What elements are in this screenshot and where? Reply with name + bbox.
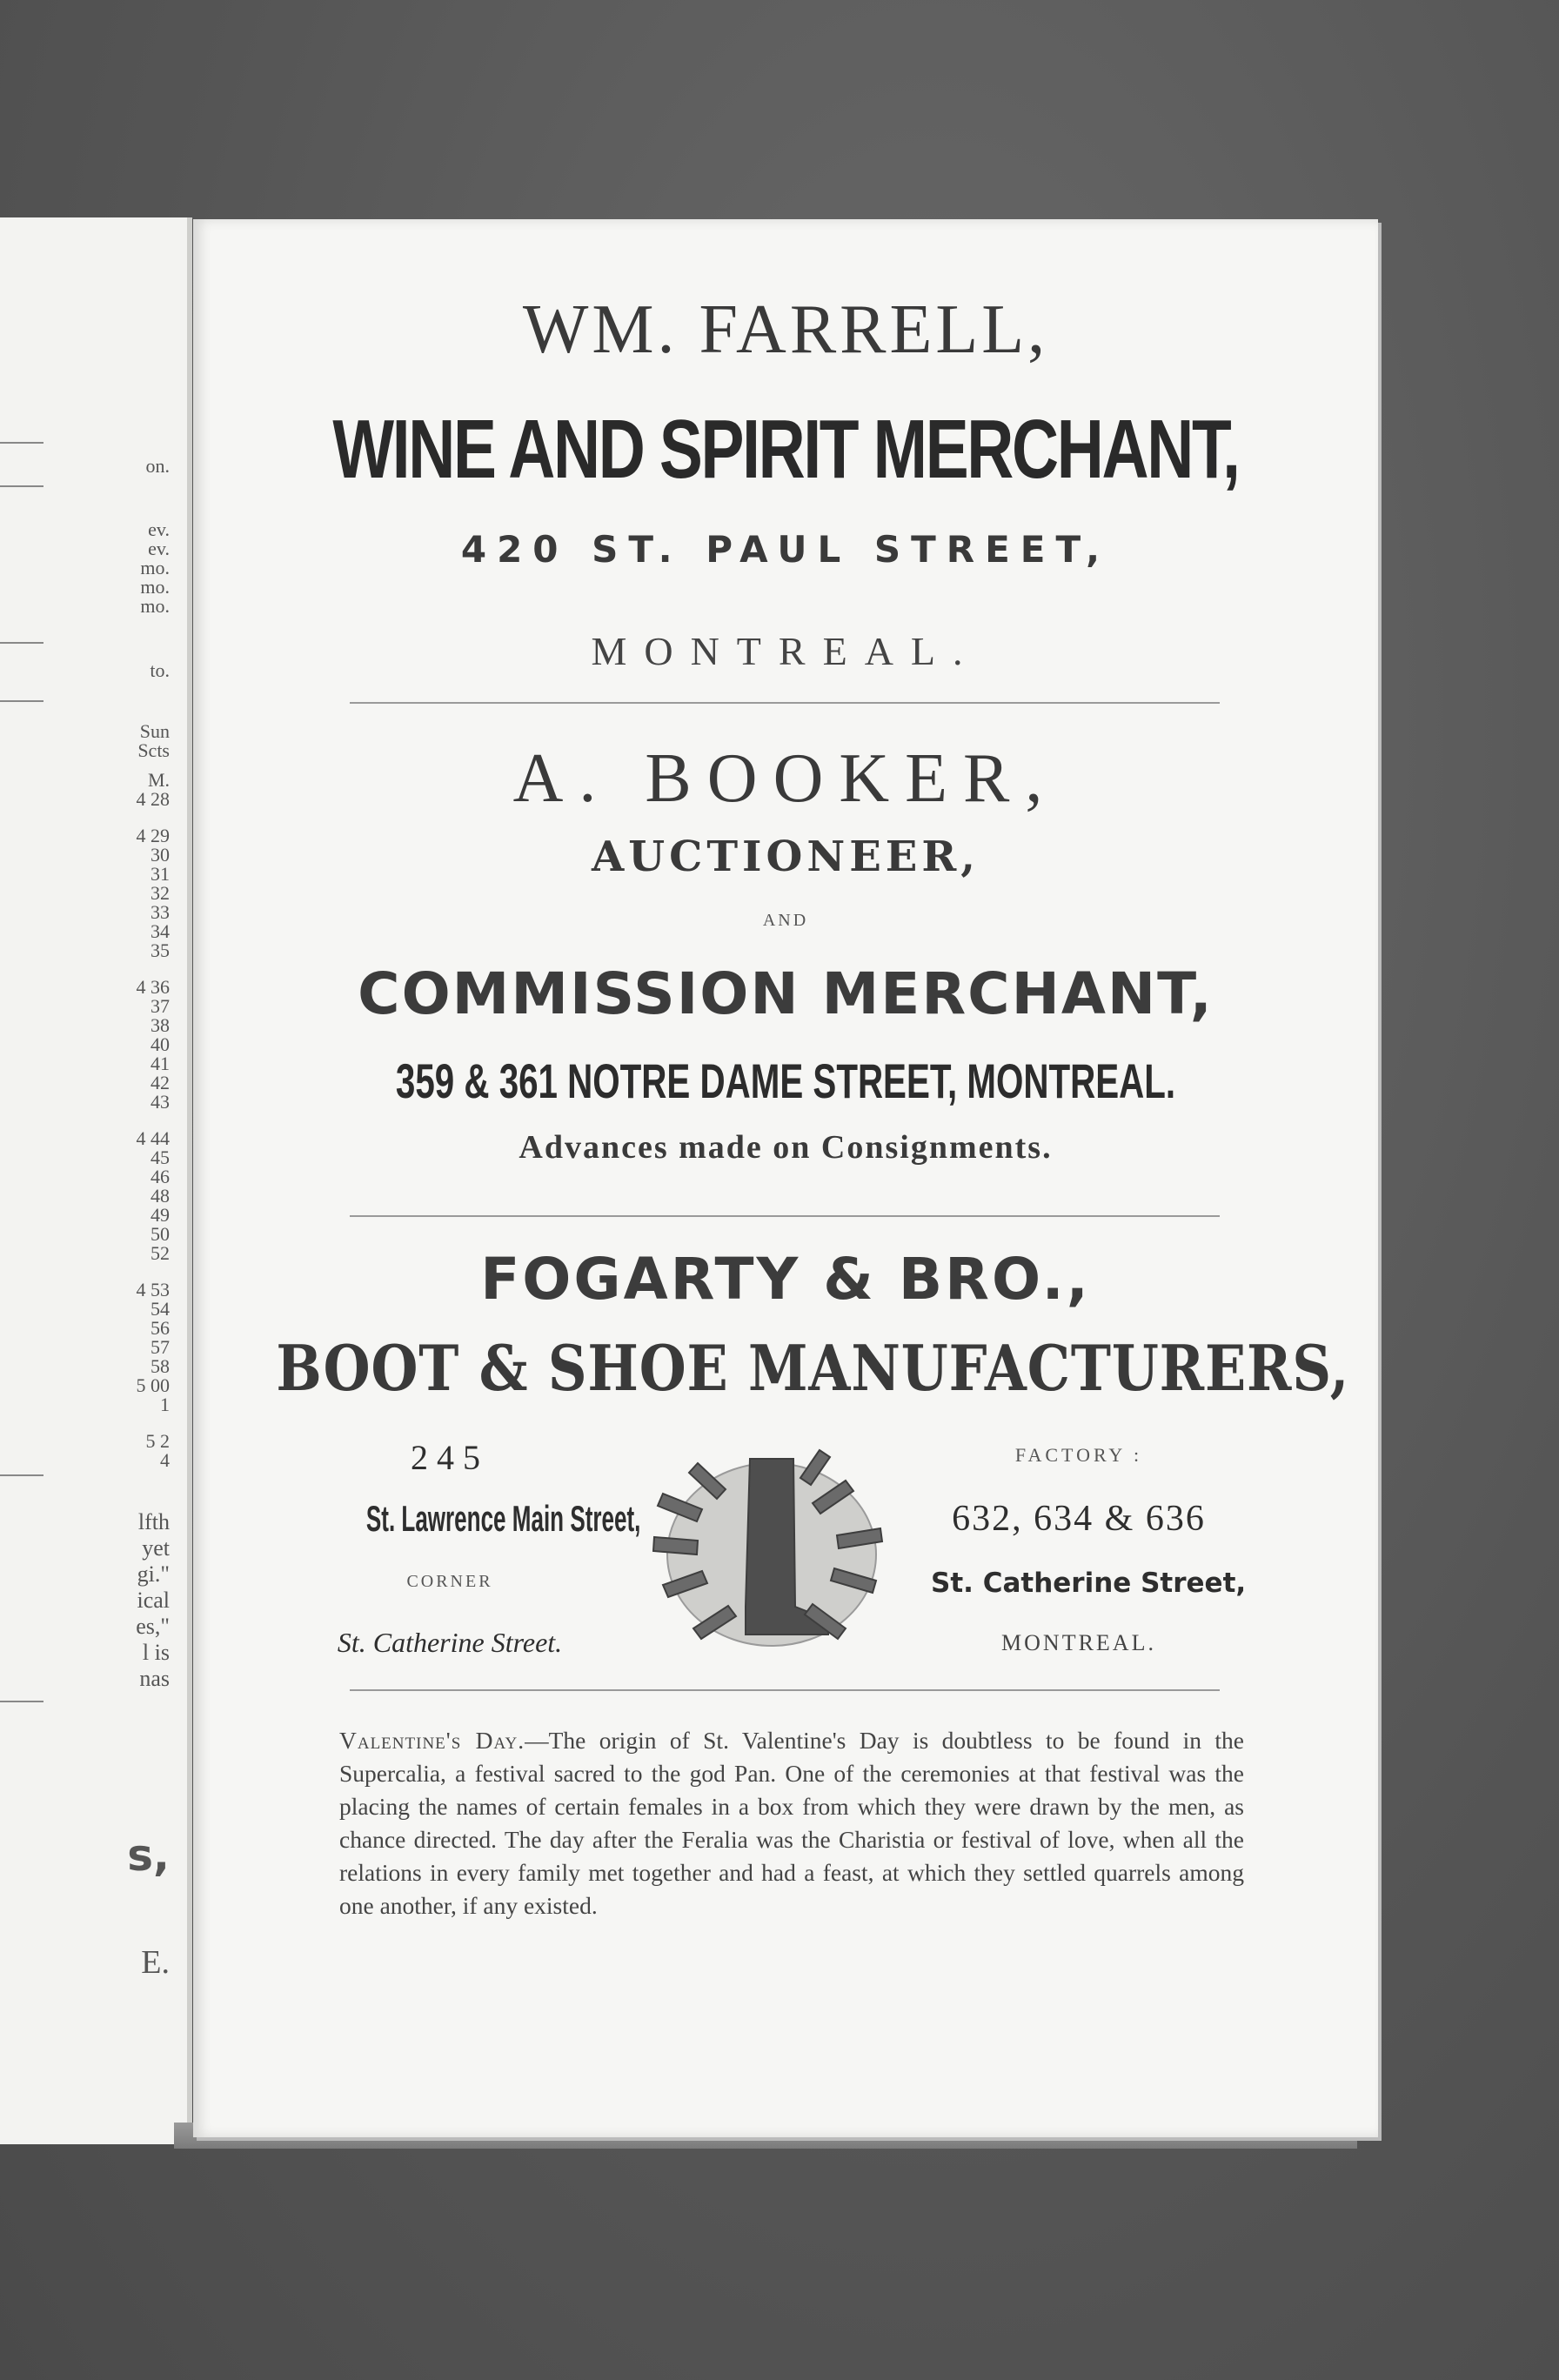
- note-title: Valentine's Day.: [339, 1727, 525, 1754]
- left-text-fragment: 35: [151, 939, 170, 961]
- left-text-fragment: 33: [151, 901, 170, 923]
- left-text-fragment: 45: [151, 1147, 170, 1168]
- auctioneer-address: 359 & 361 NOTRE DAME STREET, MONTREAL.: [395, 1053, 1176, 1108]
- left-text-fragment: 58: [151, 1355, 170, 1377]
- left-text-fragment: 34: [151, 920, 170, 942]
- left-text-fragment: 49: [151, 1204, 170, 1226]
- left-text-fragment: 4 29: [136, 825, 170, 846]
- left-text-fragment: ev.: [148, 518, 170, 540]
- left-text-fragment: yet: [142, 1535, 170, 1561]
- left-text-fragment: 50: [151, 1223, 170, 1245]
- auctioneer-role: AUCTIONEER,: [592, 832, 980, 881]
- left-text-fragment: l is: [142, 1640, 170, 1665]
- factory-street: St. Catherine Street,: [931, 1568, 1247, 1599]
- factory-numbers: 632, 634 & 636: [952, 1499, 1206, 1539]
- left-text-fragment: mo.: [140, 557, 170, 578]
- manufacturer-trade: BOOT & SHOE MANUFACTURERS,: [276, 1331, 1350, 1405]
- left-text-fragment: 4 28: [136, 788, 170, 810]
- left-text-fragment: 32: [151, 882, 170, 904]
- divider: [0, 700, 43, 702]
- divider: [0, 642, 43, 644]
- store-street: St. Lawrence Main Street,: [365, 1498, 641, 1539]
- merchant-city: MONTREAL.: [591, 629, 980, 673]
- left-text-fragment: 5 2: [145, 1430, 170, 1452]
- left-text-fragment: 52: [151, 1242, 170, 1264]
- left-text-fragment: 38: [151, 1014, 170, 1036]
- left-text-fragment: 46: [151, 1166, 170, 1187]
- factory-city: MONTREAL.: [1001, 1630, 1156, 1655]
- left-text-fragment: Sun: [139, 720, 170, 742]
- section-divider: [350, 1689, 1220, 1691]
- factory-label: FACTORY :: [1014, 1444, 1143, 1466]
- merchant-name: WM. FARRELL,: [522, 291, 1049, 368]
- left-text-fragment: 43: [151, 1091, 170, 1113]
- left-text-fragment: 41: [151, 1053, 170, 1074]
- left-text-fragment: mo.: [140, 595, 170, 617]
- left-text-fragment: 5 00: [136, 1374, 170, 1396]
- left-text-fragment: 56: [151, 1317, 170, 1339]
- left-text-fragment: 4: [160, 1449, 170, 1471]
- divider: [0, 485, 43, 487]
- left-text-fragment: 4 36: [136, 976, 170, 998]
- valentines-day-note: [339, 1724, 1244, 1922]
- left-text-fragment: to.: [150, 659, 170, 681]
- divider: [0, 1474, 43, 1476]
- left-text-fragment: E.: [141, 1944, 170, 1981]
- left-text-fragment: mo.: [140, 576, 170, 598]
- conjunction-text: AND: [762, 911, 809, 930]
- left-text-fragment: 57: [151, 1336, 170, 1358]
- left-text-fragment: es,": [136, 1614, 170, 1639]
- section-divider: [350, 702, 1220, 704]
- boots-and-shoes-illustration: [628, 1433, 915, 1668]
- left-text-fragment: 48: [151, 1185, 170, 1207]
- left-text-fragment: s,: [127, 1830, 170, 1881]
- left-text-fragment: 42: [151, 1072, 170, 1093]
- consignment-note: Advances made on Consignments.: [519, 1129, 1053, 1166]
- left-text-fragment: 40: [151, 1033, 170, 1055]
- merchant-address: 420 ST. PAUL STREET,: [460, 528, 1111, 571]
- left-text-fragment: Scts: [137, 739, 170, 761]
- commission-trade: COMMISSION MERCHANT,: [358, 960, 1214, 1027]
- left-text-fragment: 1: [160, 1394, 170, 1415]
- left-text-fragment: gi.": [137, 1561, 170, 1587]
- cross-street: St. Catherine Street.: [337, 1627, 563, 1658]
- divider: [0, 1701, 43, 1702]
- left-text-fragment: 30: [151, 844, 170, 866]
- left-text-fragment: nas: [139, 1666, 170, 1691]
- left-text-fragment: 37: [151, 995, 170, 1017]
- divider: [0, 442, 43, 444]
- left-text-fragment: on.: [145, 455, 170, 477]
- left-text-fragment: 54: [151, 1298, 170, 1320]
- section-divider: [350, 1215, 1220, 1217]
- facing-page-fragment: [0, 217, 192, 2144]
- auctioneer-name: A. BOOKER,: [512, 740, 1059, 817]
- corner-label: CORNER: [406, 1572, 493, 1591]
- left-text-fragment: 4 44: [136, 1127, 170, 1149]
- left-text-fragment: ical: [137, 1588, 170, 1613]
- advertisement-page: [193, 219, 1378, 2137]
- left-text-fragment: M.: [147, 769, 170, 791]
- note-body: —The origin of St. Valentine's Day is doubtless to be found in the Supercalia, a festival sacred to the god Pan. One of the ceremonies at that festival was the placing the names of certain females in a box from which they were drawn by the men, as chance directed. The day after the Feralia was the Charistia or festival of love, when all the relations in every family met together and had a feast, at which they settled quarrels among one another, if any existed.: [339, 1727, 1244, 1919]
- store-number: 245: [411, 1438, 489, 1477]
- left-text-fragment: lfth: [137, 1509, 170, 1534]
- manufacturer-name: FOGARTY & BRO.,: [480, 1246, 1091, 1313]
- left-text-fragment: 31: [151, 863, 170, 885]
- left-text-fragment: 4 53: [136, 1279, 170, 1300]
- merchant-trade: WINE AND SPIRIT MERCHANT,: [332, 403, 1239, 496]
- left-text-fragment: ev.: [148, 538, 170, 559]
